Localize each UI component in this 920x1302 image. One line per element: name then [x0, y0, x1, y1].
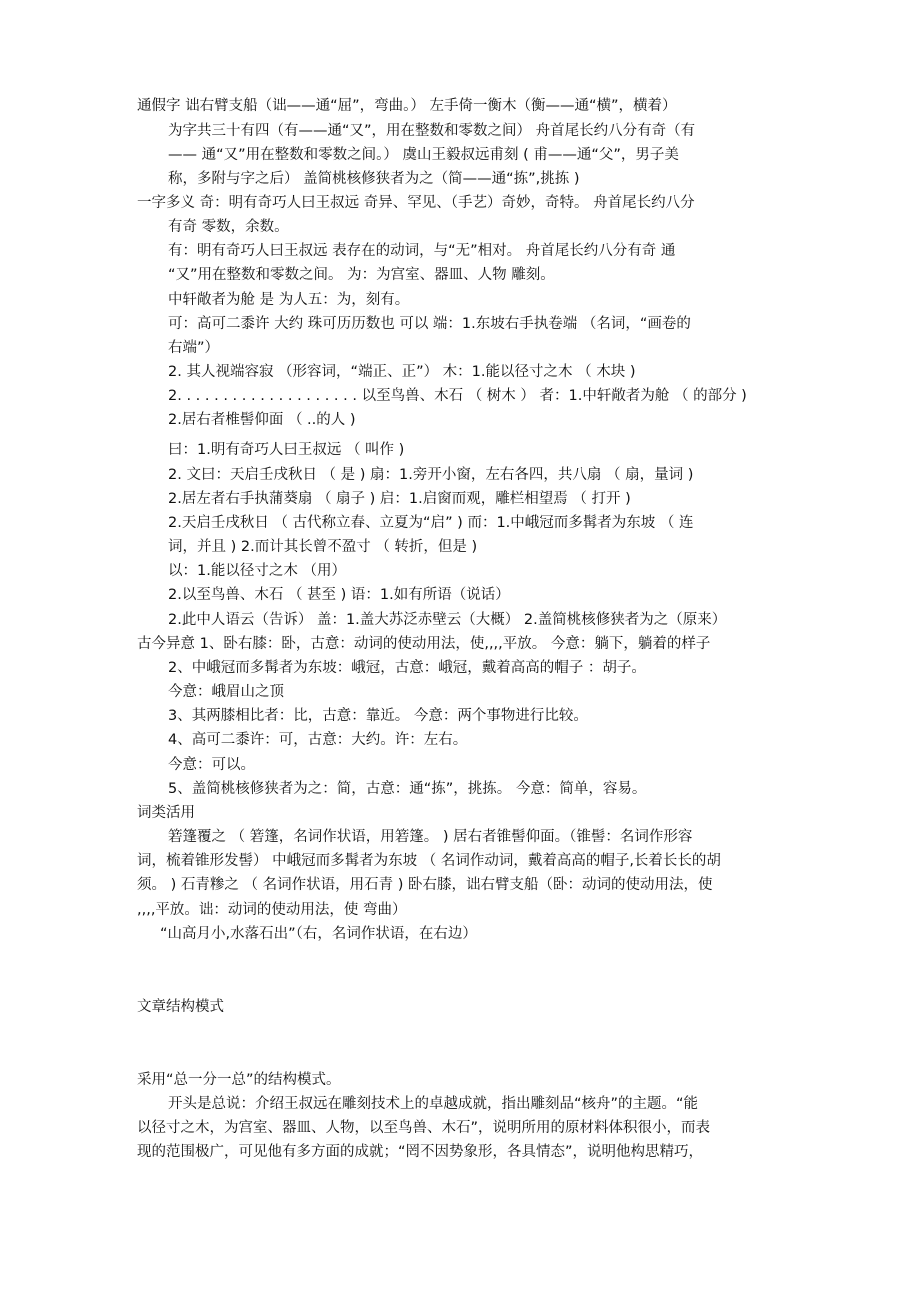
text-line-38: 开头是总说：介绍王叔远在雕刻技术上的卓越成就，指出雕刻品“核舟”的主题。“能: [168, 1096, 699, 1112]
text-line-35: “山高月小,水落石出”（右，名词作状语，在右边）: [160, 926, 477, 942]
text-line-15: 曰：1.明有奇巧人曰王叔远 （ 叫作 ): [168, 442, 405, 458]
section-heading-structure: 文章结构模式: [137, 999, 224, 1015]
text-line-29: 5、盖简桃核修狭者为之：简，古意：通“拣”，挑拣。 今意：简单，容易。: [168, 781, 647, 797]
text-line-7: 有：明有奇巧人曰王叔远 表存在的动词，与“无”相对。 舟首尾长约八分有奇 通: [168, 243, 676, 259]
text-line-4: 称，多附与字之后） 盖简桃核修狭者为之（简——通“拣”,挑拣 ): [168, 171, 580, 187]
text-line-6: 有奇 零数，余数。: [168, 219, 289, 235]
text-line-18: 2.天启壬戌秋日 （ 古代称立春、立夏为“启” ) 而：1.中峨冠而多髯者为东坡 （ 连: [168, 515, 694, 531]
text-line-2: 为字共三十有四（有——通“又”，用在整数和零数之间） 舟首尾长约八分有奇（有: [168, 123, 696, 139]
text-line-14: 2.居右者椎髻仰面 （ ..的人 ): [168, 412, 356, 428]
text-line-9: 中轩敞者为舱 是 为人五：为，刻有。: [168, 292, 410, 308]
text-line-31: 箬篷覆之 （ 箬篷，名词作状语，用箬篷。 ) 居右者锥髻仰面。（锥髻：名词作形容: [168, 829, 693, 845]
text-line-32: 词，梳着锥形发髻） 中峨冠而多髯者为东坡 （ 名词作动词，戴着高高的帽子,长着长长的胡: [137, 853, 721, 869]
text-line-27: 4、高可二黍许：可，古意：大约。许：左右。: [168, 732, 468, 748]
text-line-20: 以：1.能以径寸之木 （用）: [168, 563, 346, 579]
text-line-37: 采用“总一分一总”的结构模式。: [137, 1072, 341, 1088]
text-line-11: 右端”）: [168, 340, 220, 356]
text-line-33: 须。 ) 石青糁之 （ 名词作状语，用石青 ) 卧右膝，诎右臂支船（卧：动词的使动用法，使: [137, 877, 713, 893]
text-line-13: 2. . . . . . . . . . . . . . . . . . . . 以至鸟兽、木石 （ 树木 ） 者：1.中轩敞者为舱 （ 的部分 ): [168, 388, 747, 404]
text-line-40: 现的范围极广，可见他有多方面的成就；“罔不因势象形，各具情态”，说明他构思精巧，: [137, 1144, 704, 1160]
text-line-3: —— 通“又”用在整数和零数之间。） 虞山王毅叔远甫刻 ( 甫——通“父”，男子美: [168, 147, 679, 163]
text-line-12: 2. 其人视端容寂 （形容词，“端正、正”） 木：1.能以径寸之木 （ 木块 ): [168, 364, 636, 380]
text-line-16: 2. 文曰：天启壬戌秋日 （ 是 ) 扇：1.旁开小窗，左右各四，共八扇 （ 扇，量词 ): [168, 467, 694, 483]
text-line-23: 古今异意 1、卧右膝：卧，古意：动词的使动用法，使,,,,平放。 今意：躺下，躺着的样子: [137, 636, 711, 652]
text-line-5: 一字多义 奇：明有奇巧人曰王叔远 奇异、罕见、（手艺）奇妙，奇特。 舟首尾长约八分: [137, 195, 695, 211]
section-heading-word-class: 词类活用: [137, 805, 195, 821]
text-line-21: 2.以至鸟兽、木石 （ 甚至 ) 语：1.如有所语（说话）: [168, 587, 510, 603]
text-line-17: 2.居左者右手执蒲葵扇 （ 扇子 ) 启：1.启窗而观，雕栏相望焉 （ 打开 ): [168, 491, 631, 507]
text-line-10: 可：高可二黍许 大约 珠可历历数也 可以 端：1.东坡右手执卷端 （名词，“画卷的: [168, 316, 691, 332]
text-line-22: 2.此中人语云（告诉） 盖：1.盖大苏泛赤壁云（大概） 2.盖简桃核修狭者为之（原来）: [168, 612, 727, 628]
text-line-39: 以径寸之木，为宫室、器皿、人物，以至鸟兽、木石”，说明所用的原材料体积很小，而表: [137, 1120, 711, 1136]
text-line-19: 词，并且 ) 2.而计其长曾不盈寸 （ 转折，但是 ): [168, 539, 478, 555]
text-line-24: 2、中峨冠而多髯者为东坡：峨冠，古意：峨冠，戴着高高的帽子 ：胡子。: [168, 660, 646, 676]
text-line-1: 通假字 诎右臂支船（诎——通“屈”，弯曲。） 左手倚一衡木（衡——通“横”，横着）: [137, 98, 677, 114]
text-line-26: 3、其两膝相比者：比，古意：靠近。 今意：两个事物进行比较。: [168, 708, 588, 724]
text-line-25: 今意：峨眉山之顶: [168, 684, 284, 700]
text-line-34: ,,,,平放。诎：动词的使动用法，使 弯曲）: [137, 902, 407, 918]
text-line-8: “又”用在整数和零数之间。 为：为宫室、器皿、人物 雕刻。: [168, 267, 555, 283]
text-line-28: 今意：可以。: [168, 757, 255, 773]
